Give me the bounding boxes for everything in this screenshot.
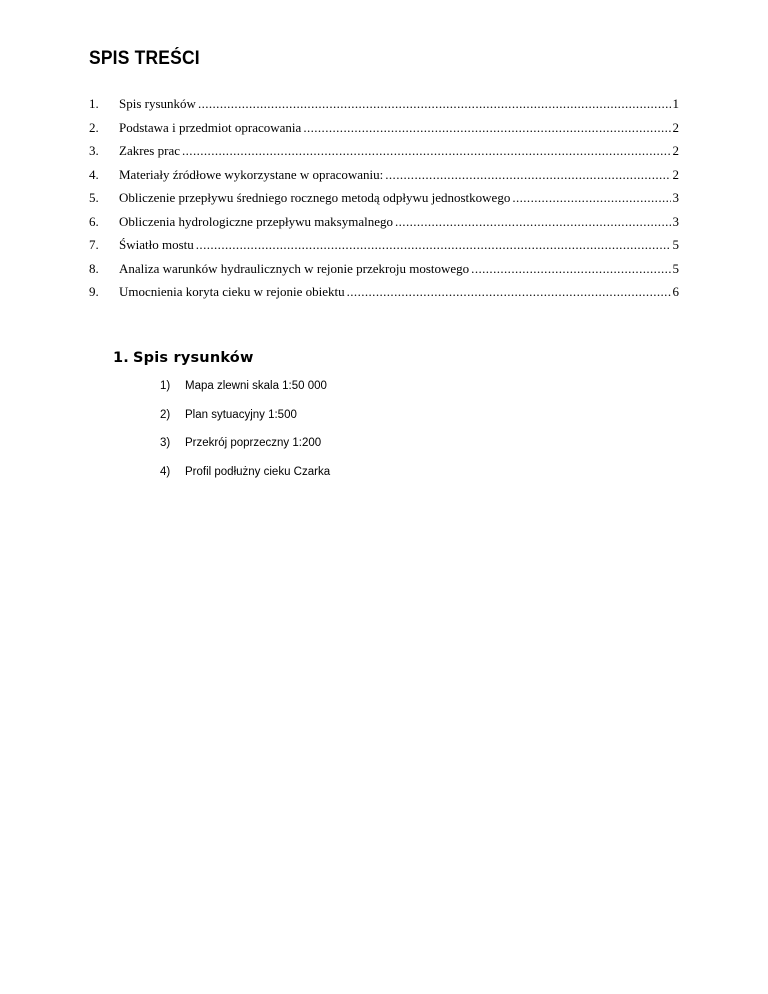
figure-number: 2) [160, 408, 171, 421]
toc-entry-page: 5 [672, 260, 679, 276]
toc-entry-number: 3. [89, 143, 99, 158]
section-number: 1. [113, 350, 129, 366]
toc-entry-page: 2 [672, 166, 679, 182]
toc-entry[interactable] [89, 167, 679, 191]
toc-entry-page: 2 [672, 143, 679, 158]
toc-entry[interactable] [89, 96, 679, 120]
toc-entry-title: Spis rysunków [119, 96, 196, 111]
toc-entry-page: 3 [672, 190, 679, 205]
toc-entry-page: 2 [672, 119, 679, 135]
toc-dot-leader [471, 261, 670, 277]
toc-entry-title: Obliczenie przepływu średniego rocznego metodą odpływu jednostkowego [119, 190, 511, 205]
list-item [160, 435, 330, 464]
figure-number: 3) [160, 437, 171, 449]
figure-title: Przekrój poprzeczny 1:200 [185, 437, 322, 449]
section-title: Spis rysunków [133, 350, 254, 366]
toc-dot-leader [198, 96, 671, 112]
toc-entry[interactable] [89, 237, 679, 261]
figure-title: Plan sytuacyjny 1:500 [185, 408, 297, 421]
toc-entry[interactable] [89, 143, 679, 167]
toc-entry-title: Analiza warunków hydraulicznych w rejonie przekroju mostowego [119, 260, 470, 276]
toc-entry-page: 1 [672, 96, 679, 111]
toc-dot-leader [347, 284, 671, 300]
toc-dot-leader [512, 190, 670, 206]
toc-entry-title: Materiały źródłowe wykorzystane w opracowaniu: [119, 166, 384, 182]
toc-dot-leader [303, 120, 670, 136]
toc-entry-number: 9. [89, 284, 99, 299]
list-item [160, 464, 330, 493]
toc-entry-number: 8. [89, 260, 99, 276]
toc-entry[interactable] [89, 120, 679, 144]
section-heading [113, 350, 254, 366]
toc-entry-title: Zakres prac [119, 143, 180, 158]
toc-heading: SPIS TREŚCI [89, 48, 200, 69]
toc-entry[interactable] [89, 284, 679, 308]
toc-entry-page: 6 [672, 284, 679, 299]
toc-entry-title: Światło mostu [119, 237, 194, 252]
toc-entry[interactable] [89, 214, 679, 238]
toc-entry-page: 5 [672, 237, 679, 252]
figure-number: 1) [160, 380, 171, 392]
toc-dot-leader [196, 237, 671, 253]
toc-entry-number: 6. [89, 213, 99, 229]
toc-entry[interactable] [89, 261, 679, 285]
toc-dot-leader [385, 167, 670, 183]
toc-entry-page: 3 [672, 213, 679, 229]
figure-title: Profil podłużny cieku Czarka [185, 465, 331, 478]
toc-entry-number: 7. [89, 237, 99, 252]
toc-entry[interactable] [89, 190, 679, 214]
list-item [160, 407, 330, 436]
toc-dot-leader [395, 214, 671, 230]
toc-entry-title: Obliczenia hydrologiczne przepływu maksymalnego [119, 213, 393, 229]
toc-entry-title: Umocnienia koryta cieku w rejonie obiektu [119, 284, 345, 299]
toc-entry-number: 5. [89, 190, 99, 205]
toc-entry-number: 1. [89, 96, 99, 111]
toc-entry-title: Podstawa i przedmiot opracowania [119, 119, 302, 135]
toc-entry-number: 4. [89, 166, 99, 182]
toc-entry-number: 2. [89, 119, 99, 135]
list-item [160, 378, 330, 407]
table-of-contents [89, 96, 679, 308]
figure-title: Mapa zlewni skala 1:50 000 [185, 380, 327, 392]
toc-dot-leader [182, 143, 671, 159]
figure-list [160, 378, 330, 492]
figure-number: 4) [160, 465, 171, 478]
